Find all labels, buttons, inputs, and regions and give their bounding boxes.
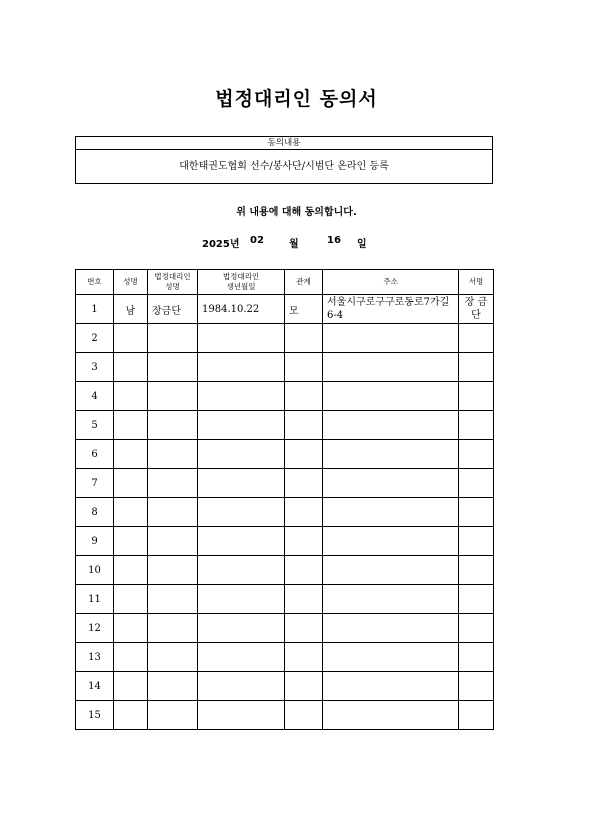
agreement-statement: 위 내용에 대해 동의합니다. bbox=[236, 207, 357, 218]
date-month: 02 bbox=[250, 235, 264, 246]
relation-cell bbox=[285, 556, 323, 585]
guardian-birth-cell bbox=[198, 614, 285, 643]
guardian-name-cell bbox=[148, 701, 198, 730]
name-cell bbox=[114, 469, 148, 498]
guardian-birth-cell bbox=[198, 411, 285, 440]
address-cell bbox=[323, 353, 459, 382]
address-cell: 서울시구로구구로동로7가길 6-4 bbox=[323, 295, 459, 324]
date-day-unit: 일 bbox=[357, 239, 367, 250]
table-row bbox=[76, 411, 494, 440]
address-cell bbox=[323, 643, 459, 672]
header-guardian-birth bbox=[198, 270, 285, 295]
table-row bbox=[76, 469, 494, 498]
address-cell bbox=[323, 469, 459, 498]
name-cell bbox=[114, 498, 148, 527]
name-cell bbox=[114, 701, 148, 730]
row-number-cell: 3 bbox=[76, 353, 114, 382]
name-cell bbox=[114, 353, 148, 382]
relation-cell bbox=[285, 643, 323, 672]
row-number-cell: 12 bbox=[76, 614, 114, 643]
name-cell bbox=[114, 672, 148, 701]
header-no: 번호 bbox=[76, 270, 114, 295]
signature-cell: 장 금 단 bbox=[459, 295, 494, 324]
signature-cell bbox=[459, 672, 494, 701]
header-guardian-name-line2: 성명 bbox=[165, 282, 180, 291]
guardian-birth-cell bbox=[198, 672, 285, 701]
relation-cell bbox=[285, 382, 323, 411]
address-cell bbox=[323, 498, 459, 527]
row-number-cell: 11 bbox=[76, 585, 114, 614]
header-guardian-birth-line2: 생년월일 bbox=[226, 282, 256, 291]
name-cell bbox=[114, 527, 148, 556]
signature-cell bbox=[459, 614, 494, 643]
signature-cell bbox=[459, 382, 494, 411]
header-guardian-name bbox=[148, 270, 198, 295]
relation-cell bbox=[285, 469, 323, 498]
signature-cell bbox=[459, 324, 494, 353]
signature-cell bbox=[459, 411, 494, 440]
relation-cell bbox=[285, 498, 323, 527]
row-number-cell: 9 bbox=[76, 527, 114, 556]
guardian-name-cell bbox=[148, 498, 198, 527]
signature-cell bbox=[459, 585, 494, 614]
document-title: 법정대리인 동의서 bbox=[215, 88, 378, 110]
guardian-consent-table bbox=[75, 269, 494, 730]
address-cell bbox=[323, 411, 459, 440]
guardian-name-cell bbox=[148, 440, 198, 469]
guardian-name-cell bbox=[148, 411, 198, 440]
name-cell bbox=[114, 382, 148, 411]
table-row bbox=[76, 382, 494, 411]
guardian-name-cell bbox=[148, 614, 198, 643]
signature-cell bbox=[459, 527, 494, 556]
relation-cell bbox=[285, 701, 323, 730]
header-name: 성명 bbox=[114, 270, 148, 295]
guardian-birth-cell bbox=[198, 324, 285, 353]
relation-cell bbox=[285, 585, 323, 614]
name-cell bbox=[114, 585, 148, 614]
name-cell: 남 bbox=[114, 295, 148, 324]
signature-cell bbox=[459, 353, 494, 382]
address-cell bbox=[323, 585, 459, 614]
signature-cell bbox=[459, 556, 494, 585]
date-month-unit: 월 bbox=[289, 239, 299, 250]
address-cell bbox=[323, 614, 459, 643]
header-relation: 관계 bbox=[285, 270, 323, 295]
guardian-name-cell bbox=[148, 556, 198, 585]
signature-cell bbox=[459, 469, 494, 498]
guardian-birth-cell bbox=[198, 556, 285, 585]
relation-cell bbox=[285, 440, 323, 469]
guardian-name-cell bbox=[148, 643, 198, 672]
consent-content-box bbox=[75, 136, 493, 184]
table-row bbox=[76, 556, 494, 585]
relation-cell bbox=[285, 353, 323, 382]
table-row bbox=[76, 585, 494, 614]
address-cell bbox=[323, 527, 459, 556]
header-guardian-name-line1: 법정대리인 bbox=[154, 272, 191, 281]
header-signature: 서명 bbox=[459, 270, 494, 295]
address-cell bbox=[323, 440, 459, 469]
name-cell bbox=[114, 411, 148, 440]
table-row bbox=[76, 498, 494, 527]
name-cell bbox=[114, 324, 148, 353]
guardian-birth-cell bbox=[198, 701, 285, 730]
guardian-name-cell bbox=[148, 469, 198, 498]
relation-cell bbox=[285, 672, 323, 701]
table-row bbox=[76, 295, 494, 324]
table-row bbox=[76, 324, 494, 353]
guardian-birth-cell bbox=[198, 498, 285, 527]
guardian-name-cell bbox=[148, 585, 198, 614]
row-number-cell: 13 bbox=[76, 643, 114, 672]
guardian-birth-cell bbox=[198, 585, 285, 614]
row-number-cell: 2 bbox=[76, 324, 114, 353]
row-number-cell: 14 bbox=[76, 672, 114, 701]
name-cell bbox=[114, 614, 148, 643]
signature-cell bbox=[459, 498, 494, 527]
guardian-name-cell: 장금단 bbox=[148, 295, 198, 324]
guardian-name-cell bbox=[148, 527, 198, 556]
table-row bbox=[76, 701, 494, 730]
name-cell bbox=[114, 556, 148, 585]
guardian-birth-cell bbox=[198, 353, 285, 382]
guardian-name-cell bbox=[148, 672, 198, 701]
relation-cell bbox=[285, 411, 323, 440]
table-row bbox=[76, 353, 494, 382]
address-cell bbox=[323, 556, 459, 585]
guardian-name-cell bbox=[148, 353, 198, 382]
address-cell bbox=[323, 701, 459, 730]
guardian-birth-cell bbox=[198, 527, 285, 556]
row-number-cell: 7 bbox=[76, 469, 114, 498]
table-header-row bbox=[76, 270, 494, 295]
address-cell bbox=[323, 382, 459, 411]
row-number-cell: 4 bbox=[76, 382, 114, 411]
header-guardian-birth-line1: 법정대리인 bbox=[222, 272, 260, 281]
table-row bbox=[76, 440, 494, 469]
guardian-birth-cell bbox=[198, 469, 285, 498]
guardian-birth-cell: 1984.10.22 bbox=[198, 295, 285, 324]
date-day: 16 bbox=[327, 235, 341, 246]
table-row bbox=[76, 527, 494, 556]
table-row bbox=[76, 643, 494, 672]
guardian-birth-cell bbox=[198, 643, 285, 672]
table-row bbox=[76, 614, 494, 643]
row-number-cell: 15 bbox=[76, 701, 114, 730]
relation-cell bbox=[285, 614, 323, 643]
row-number-cell: 1 bbox=[76, 295, 114, 324]
table-row bbox=[76, 672, 494, 701]
relation-cell bbox=[285, 324, 323, 353]
address-cell bbox=[323, 324, 459, 353]
address-cell bbox=[323, 672, 459, 701]
row-number-cell: 8 bbox=[76, 498, 114, 527]
row-number-cell: 10 bbox=[76, 556, 114, 585]
row-number-cell: 6 bbox=[76, 440, 114, 469]
guardian-name-cell bbox=[148, 382, 198, 411]
relation-cell: 모 bbox=[285, 295, 323, 324]
consent-content: 대한태권도협회 선수/봉사단/시범단 온라인 등록 bbox=[179, 161, 389, 172]
header-address: 주소 bbox=[323, 270, 459, 295]
guardian-name-cell bbox=[148, 324, 198, 353]
relation-cell bbox=[285, 527, 323, 556]
table-body bbox=[76, 295, 494, 730]
consent-header: 동의내용 bbox=[76, 137, 492, 150]
signature-cell bbox=[459, 440, 494, 469]
row-number-cell: 5 bbox=[76, 411, 114, 440]
signature-cell bbox=[459, 643, 494, 672]
guardian-birth-cell bbox=[198, 440, 285, 469]
guardian-birth-cell bbox=[198, 382, 285, 411]
name-cell bbox=[114, 440, 148, 469]
name-cell bbox=[114, 643, 148, 672]
date-year: 2025년 bbox=[202, 239, 240, 250]
signature-cell bbox=[459, 701, 494, 730]
